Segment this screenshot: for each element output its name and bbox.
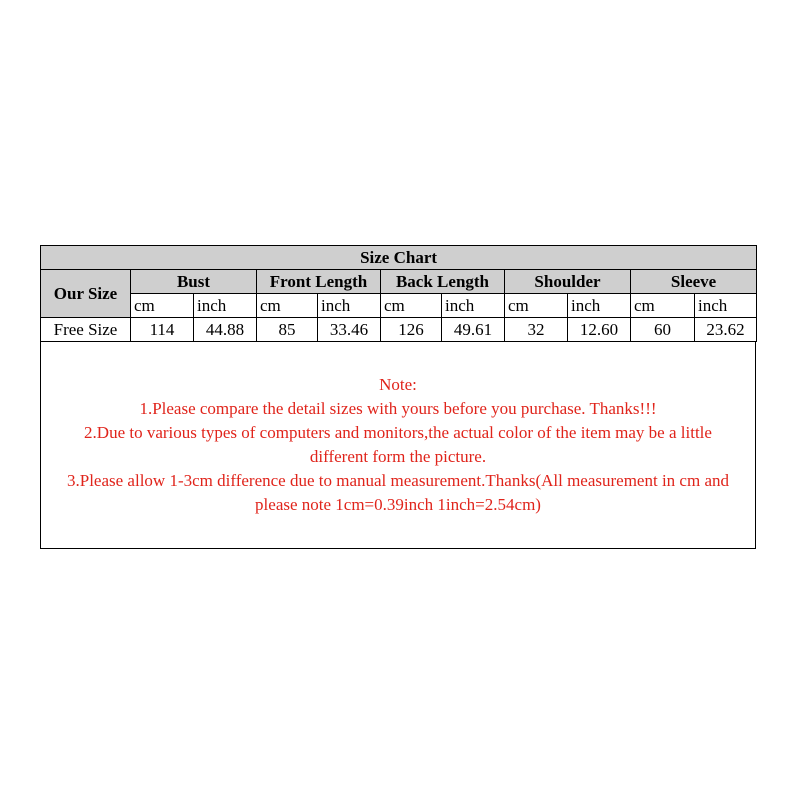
table-row [41, 318, 757, 342]
note-line-2b: different form the picture. [309, 447, 487, 466]
note-line-3b: please note 1cm=0.39inch 1inch=2.54cm) [255, 495, 541, 514]
note-line-3a: 3.Please allow 1-3cm difference due to manual measurement.Thanks(All measurement in cm and [67, 471, 729, 490]
size-chart-container [40, 245, 756, 549]
unit-cm: cm [505, 294, 568, 318]
sleeve-header: Sleeve [631, 270, 757, 294]
size-chart-table [40, 245, 757, 342]
bust-header: Bust [131, 270, 257, 294]
back-length-header: Back Length [381, 270, 505, 294]
note-line-1: 1.Please compare the detail sizes with yours before you purchase. Thanks!!! [139, 399, 657, 418]
unit-row [41, 294, 757, 318]
unit-cm: cm [631, 294, 695, 318]
front-length-header: Front Length [257, 270, 381, 294]
bust-inch-cell: 44.88 [194, 318, 257, 342]
unit-inch: inch [568, 294, 631, 318]
back-length-cm-cell: 126 [381, 318, 442, 342]
table-title: Size Chart [41, 246, 757, 270]
bust-cm-cell: 114 [131, 318, 194, 342]
front-length-cm-cell: 85 [257, 318, 318, 342]
note-heading: Note: [379, 375, 417, 394]
size-cell: Free Size [41, 318, 131, 342]
sleeve-inch-cell: 23.62 [695, 318, 757, 342]
unit-inch: inch [194, 294, 257, 318]
back-length-inch-cell: 49.61 [442, 318, 505, 342]
note-box [40, 342, 756, 549]
shoulder-cm-cell: 32 [505, 318, 568, 342]
unit-cm: cm [381, 294, 442, 318]
unit-inch: inch [442, 294, 505, 318]
unit-inch: inch [318, 294, 381, 318]
unit-inch: inch [695, 294, 757, 318]
sleeve-cm-cell: 60 [631, 318, 695, 342]
shoulder-inch-cell: 12.60 [568, 318, 631, 342]
our-size-header: Our Size [41, 270, 131, 318]
unit-cm: cm [257, 294, 318, 318]
shoulder-header: Shoulder [505, 270, 631, 294]
front-length-inch-cell: 33.46 [318, 318, 381, 342]
note-line-2a: 2.Due to various types of computers and monitors,the actual color of the item may be a little [84, 423, 712, 442]
unit-cm: cm [131, 294, 194, 318]
